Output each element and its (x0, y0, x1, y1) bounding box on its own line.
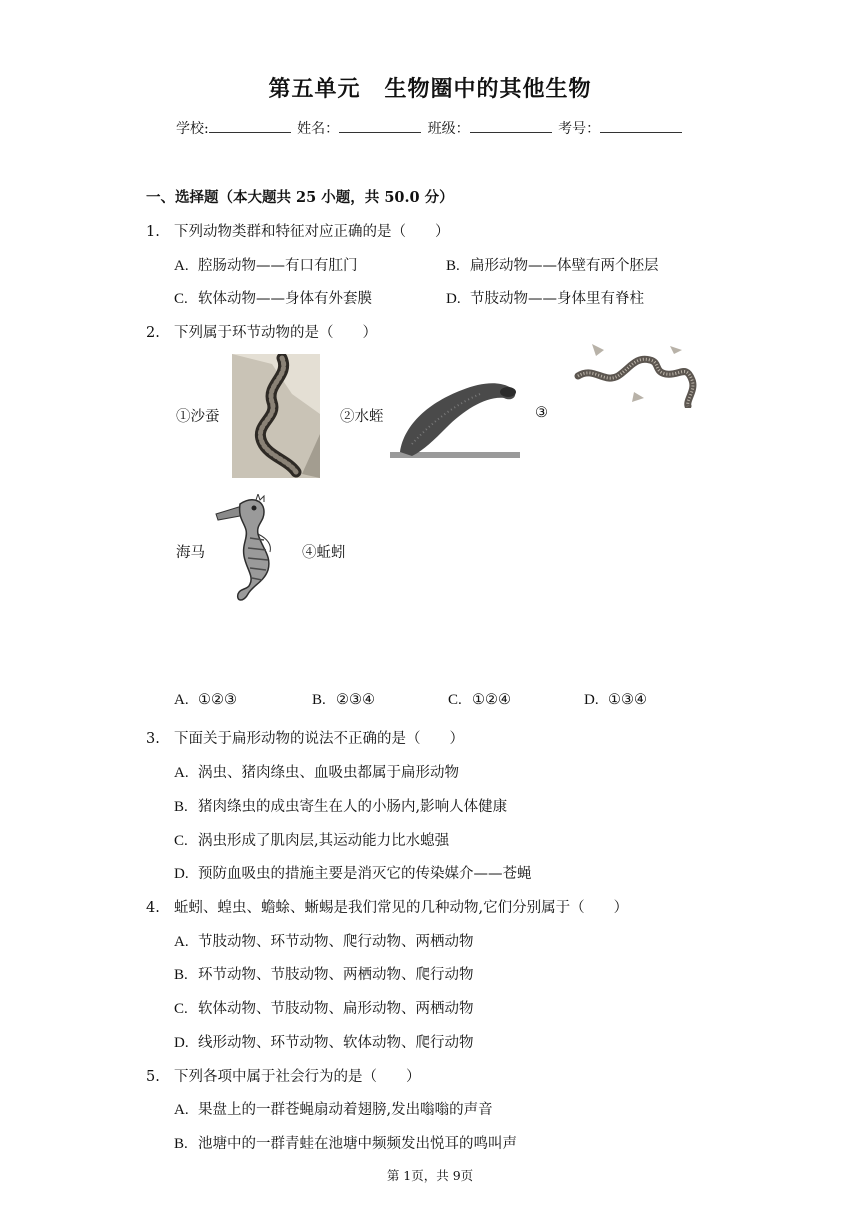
page-footer: 第 1页，共 9页 (386, 1168, 474, 1183)
option-letter: A. (174, 692, 189, 708)
question-4 (146, 896, 628, 917)
option-letter: D. (174, 866, 189, 882)
option-letter: B. (446, 258, 460, 274)
q2-option-d[interactable] (584, 692, 647, 709)
title-unit: 第五单元 (268, 76, 361, 102)
option-text: ②③④ (336, 692, 375, 708)
q4-option-a[interactable] (174, 930, 474, 951)
option-letter: B. (312, 692, 326, 708)
option-text: 软体动物——身体有外套膜 (198, 291, 372, 307)
option-letter: B. (174, 1136, 188, 1152)
q2-option-c[interactable] (448, 692, 511, 709)
q3-option-a[interactable] (174, 761, 459, 782)
question-1 (146, 220, 450, 241)
q4-option-c[interactable] (174, 997, 474, 1018)
option-text: 节肢动物——身体里有脊柱 (470, 291, 644, 307)
option-letter: C. (174, 291, 188, 307)
option-letter: A. (174, 765, 189, 781)
option-text: ①③④ (608, 692, 647, 708)
q5-option-a[interactable] (174, 1098, 493, 1119)
q1-option-a[interactable] (174, 254, 358, 275)
option-letter: B. (174, 967, 188, 983)
seahorse-image (212, 494, 284, 606)
option-text: 环节动物、节肢动物、两栖动物、爬行动物 (198, 967, 474, 983)
option-text: 果盘上的一群苍蝇扇动着翅膀,发出嗡嗡的声音 (198, 1102, 493, 1118)
field-name-blank[interactable] (339, 120, 421, 133)
question-2 (146, 321, 377, 342)
question-stem: 下列动物类群和特征对应正确的是（ ） (174, 224, 450, 240)
q4-option-b[interactable] (174, 963, 474, 984)
field-class-label: 班级： (427, 121, 470, 137)
question-stem: 下列属于环节动物的是（ ） (174, 325, 377, 341)
section-heading: 一、选择题（本大题共 25 小题，共 50.0 分） (146, 189, 454, 206)
q2-option-b[interactable] (312, 692, 375, 709)
page-title (0, 72, 860, 103)
option-text: 软体动物、节肢动物、扁形动物、两栖动物 (198, 1001, 474, 1017)
label-leech: ②水蛭 (340, 409, 384, 425)
option-text: 猪肉绦虫的成虫寄生在人的小肠内,影响人体健康 (198, 799, 508, 815)
question-stem: 蚯蚓、蝗虫、蟾蜍、蜥蜴是我们常见的几种动物,它们分别属于（ ） (174, 900, 629, 916)
question-number: 2. (146, 325, 160, 341)
field-exam-number-blank[interactable] (600, 120, 682, 133)
label-seahorse: 海马 (176, 545, 205, 561)
field-name-label: 姓名： (297, 121, 340, 137)
field-class-blank[interactable] (470, 120, 552, 133)
option-letter: C. (448, 692, 462, 708)
option-letter: B. (174, 799, 188, 815)
option-text: 池塘中的一群青蛙在池塘中频频发出悦耳的鸣叫声 (198, 1136, 517, 1152)
option-text: 腔肠动物——有口有肛门 (198, 258, 358, 274)
option-letter: A. (174, 934, 189, 950)
option-letter: D. (584, 692, 599, 708)
question-3 (146, 727, 464, 748)
field-school-blank[interactable] (209, 120, 291, 133)
option-letter: D. (174, 1035, 189, 1051)
question-number: 1. (146, 224, 160, 240)
option-text: ①②③ (198, 692, 237, 708)
q5-option-b[interactable] (174, 1132, 517, 1153)
q4-option-d[interactable] (174, 1031, 474, 1052)
leech-image (390, 366, 520, 464)
question-stem: 下列各项中属于社会行为的是（ ） (174, 1069, 421, 1085)
option-text: 涡虫形成了肌肉层,其运动能力比水螅强 (198, 833, 450, 849)
option-letter: A. (174, 1102, 189, 1118)
label-earthworm-number: ③ (535, 405, 548, 421)
option-letter: C. (174, 1001, 188, 1017)
label-earthworm: ④蚯蚓 (302, 545, 346, 561)
option-text: 涡虫、猪肉绦虫、血吸虫都属于扁形动物 (198, 765, 459, 781)
option-text: 线形动物、环节动物、软体动物、爬行动物 (198, 1035, 474, 1051)
title-topic: 生物圈中的其他生物 (384, 76, 592, 102)
q3-option-d[interactable] (174, 862, 532, 883)
q1-option-b[interactable] (446, 254, 659, 275)
sandworm-image (232, 354, 320, 478)
earthworm-image (574, 336, 702, 408)
q2-option-a[interactable] (174, 692, 237, 709)
field-school-label: 学校: (176, 121, 209, 137)
field-exam-number-label: 考号： (558, 121, 601, 137)
q3-option-b[interactable] (174, 795, 507, 816)
question-number: 3. (146, 731, 160, 747)
option-text: 节肢动物、环节动物、爬行动物、两栖动物 (198, 934, 474, 950)
option-letter: C. (174, 833, 188, 849)
option-text: 预防血吸虫的措施主要是消灭它的传染媒介——苍蝇 (198, 866, 532, 882)
option-letter: D. (446, 291, 461, 307)
question-stem: 下面关于扁形动物的说法不正确的是（ ） (174, 731, 464, 747)
label-sandworm: ①沙蚕 (176, 409, 220, 425)
q3-option-c[interactable] (174, 829, 449, 850)
student-info-line (176, 118, 684, 138)
q1-option-c[interactable] (174, 287, 372, 308)
question-number: 4. (146, 900, 160, 916)
option-text: 扁形动物——体壁有两个胚层 (470, 258, 659, 274)
question-5 (146, 1065, 421, 1086)
option-letter: A. (174, 258, 189, 274)
question-number: 5. (146, 1069, 160, 1085)
q1-option-d[interactable] (446, 287, 644, 308)
option-text: ①②④ (472, 692, 511, 708)
